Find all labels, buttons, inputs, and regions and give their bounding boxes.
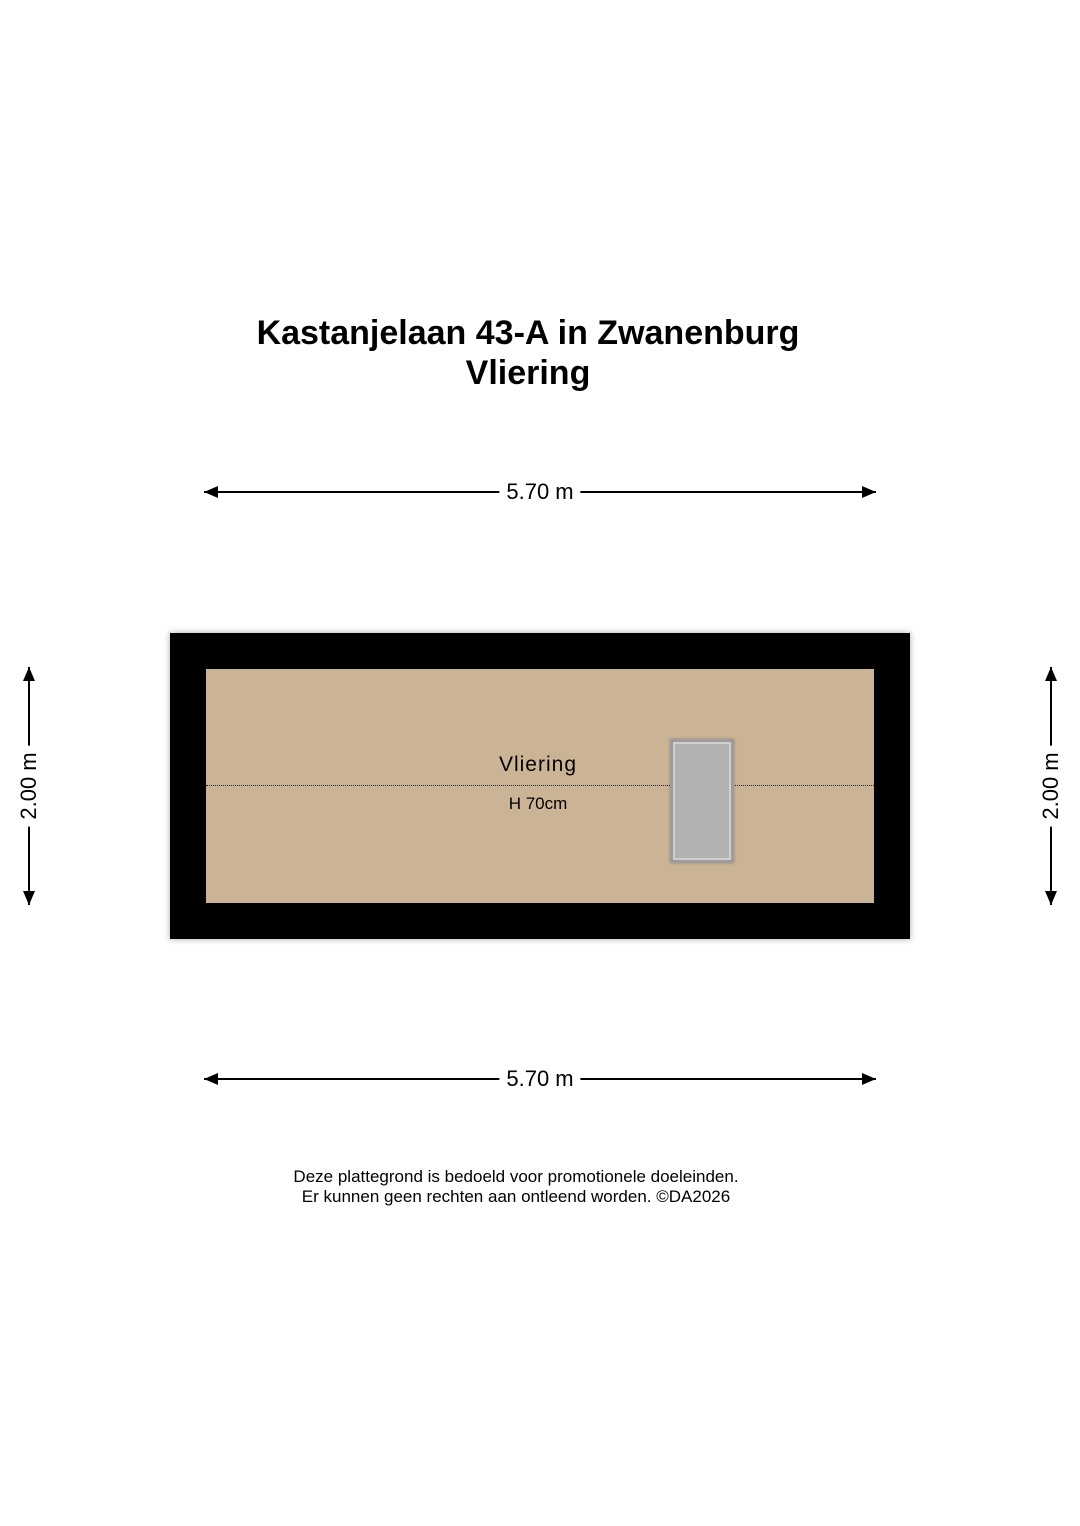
bottom-width-label: 5.70 m bbox=[499, 1065, 580, 1093]
top-width-label: 5.70 m bbox=[499, 478, 580, 506]
arrow-down-icon bbox=[23, 891, 35, 905]
bottom-width-dimension bbox=[204, 1067, 876, 1091]
disclaimer-line-2: Er kunnen geen rechten aan ontleend worden. ©DA2026 bbox=[301, 1187, 731, 1206]
plan-title: Kastanjelaan 43-A in Zwanenburg bbox=[256, 314, 800, 352]
right-depth-dimension bbox=[1039, 667, 1063, 905]
arrow-right-icon bbox=[862, 486, 876, 498]
room-height: H 70cm bbox=[508, 794, 568, 813]
room-name: Vliering bbox=[498, 753, 578, 776]
arrow-right-icon bbox=[862, 1073, 876, 1085]
right-depth-label: 2.00 m bbox=[1038, 745, 1064, 826]
room-floor bbox=[206, 669, 874, 903]
left-depth-dimension bbox=[17, 667, 41, 905]
ridge-line bbox=[206, 785, 874, 786]
arrow-left-icon bbox=[204, 486, 218, 498]
arrow-down-icon bbox=[1045, 891, 1057, 905]
top-width-dimension bbox=[204, 480, 876, 504]
arrow-up-icon bbox=[23, 667, 35, 681]
disclaimer-line-1: Deze plattegrond is bedoeld voor promotionele doeleinden. bbox=[293, 1167, 739, 1186]
arrow-left-icon bbox=[204, 1073, 218, 1085]
floor-title: Vliering bbox=[465, 354, 591, 392]
arrow-up-icon bbox=[1045, 667, 1057, 681]
left-depth-label: 2.00 m bbox=[16, 745, 42, 826]
attic-hatch bbox=[670, 739, 734, 863]
